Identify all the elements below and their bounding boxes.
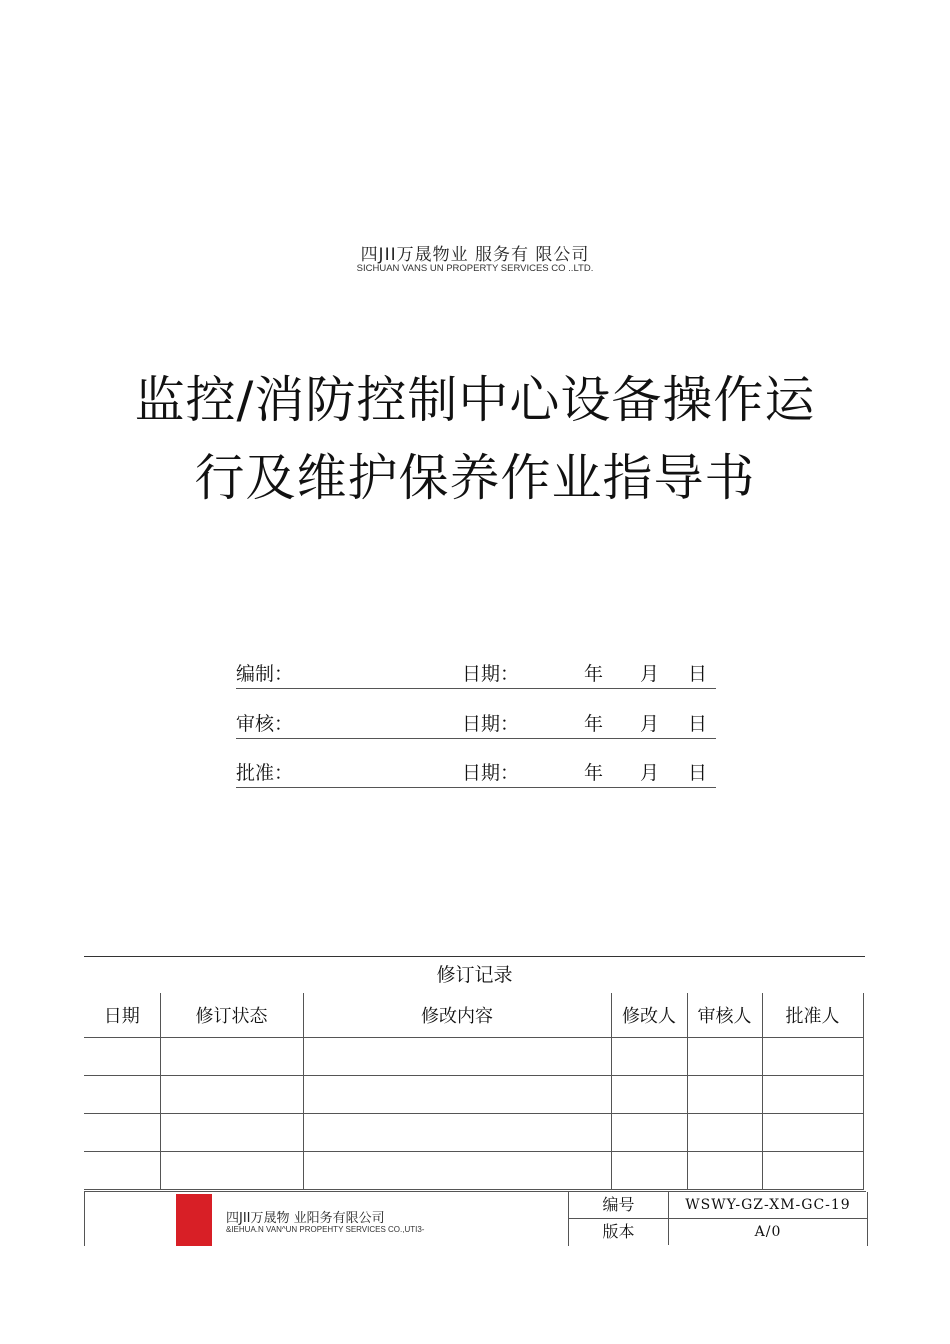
header-modifier: 修改人 bbox=[611, 993, 687, 1038]
revision-table bbox=[84, 993, 864, 1190]
document-meta-grid bbox=[568, 1192, 868, 1246]
document-title-line-2: 行及维护保养作业指导书 bbox=[194, 449, 756, 507]
table-row bbox=[84, 1114, 863, 1152]
table-cell[interactable] bbox=[611, 1076, 687, 1114]
version-value: A/0 bbox=[754, 1224, 782, 1240]
meta-row-version bbox=[569, 1219, 867, 1245]
year-label: 年 bbox=[584, 713, 604, 735]
table-row bbox=[84, 1152, 863, 1190]
date-label: 日期： bbox=[462, 663, 520, 685]
table-cell[interactable] bbox=[160, 1076, 303, 1114]
page-footer bbox=[84, 1191, 866, 1246]
table-cell[interactable] bbox=[611, 1152, 687, 1190]
footer-company-en: &IEHUA.N VAN^UN PROPEHTY SERVICES CO.,UTI3- bbox=[226, 1225, 425, 1234]
revision-header-row bbox=[84, 993, 863, 1038]
day-label: 日 bbox=[688, 663, 708, 685]
signoff-row-review bbox=[236, 710, 716, 739]
footer-left-rule bbox=[84, 1192, 85, 1246]
table-cell[interactable] bbox=[762, 1076, 863, 1114]
table-cell[interactable] bbox=[687, 1076, 762, 1114]
code-value: WSWY-GZ-XM-GC-19 bbox=[685, 1197, 851, 1213]
month-label: 月 bbox=[640, 663, 660, 685]
signoff-row-approve bbox=[236, 759, 716, 788]
company-name-en: SICHUAN VANS UN PROPERTY SERVICES CO ..LTD. bbox=[356, 263, 594, 274]
signoff-label: 批准： bbox=[236, 762, 294, 784]
header-date: 日期 bbox=[84, 993, 160, 1038]
signoff-label: 审核： bbox=[236, 713, 294, 735]
revision-top-rule bbox=[84, 956, 865, 957]
table-cell[interactable] bbox=[84, 1076, 160, 1114]
revision-title: 修订记录 bbox=[436, 964, 513, 986]
header-approver: 批准人 bbox=[762, 993, 863, 1038]
table-cell[interactable] bbox=[303, 1114, 611, 1152]
signoff-row-compile bbox=[236, 660, 716, 689]
signoff-label: 编制： bbox=[236, 663, 294, 685]
date-label: 日期： bbox=[462, 762, 520, 784]
table-cell[interactable] bbox=[762, 1152, 863, 1190]
table-cell[interactable] bbox=[687, 1038, 762, 1076]
table-cell[interactable] bbox=[84, 1038, 160, 1076]
table-cell[interactable] bbox=[303, 1152, 611, 1190]
table-cell[interactable] bbox=[303, 1076, 611, 1114]
table-cell[interactable] bbox=[160, 1114, 303, 1152]
date-label: 日期： bbox=[462, 713, 520, 735]
company-name-cn: 四JII万晟物业 服务有 限公司 bbox=[360, 245, 590, 265]
day-label: 日 bbox=[688, 762, 708, 784]
version-label: 版本 bbox=[569, 1219, 669, 1245]
table-cell[interactable] bbox=[84, 1114, 160, 1152]
month-label: 月 bbox=[640, 762, 660, 784]
table-row bbox=[84, 1076, 863, 1114]
document-title-line-1: 监控/消防控制中心设备操作运 bbox=[134, 371, 816, 429]
day-label: 日 bbox=[688, 713, 708, 735]
table-cell[interactable] bbox=[160, 1038, 303, 1076]
table-cell[interactable] bbox=[611, 1038, 687, 1076]
header-status: 修订状态 bbox=[160, 993, 303, 1038]
footer-company-cn: 四JII万晟物 业阳务有限公司 bbox=[226, 1211, 385, 1226]
table-cell[interactable] bbox=[84, 1152, 160, 1190]
year-label: 年 bbox=[584, 663, 604, 685]
header-reviewer: 审核人 bbox=[687, 993, 762, 1038]
table-cell[interactable] bbox=[303, 1038, 611, 1076]
month-label: 月 bbox=[640, 713, 660, 735]
company-logo-icon bbox=[176, 1194, 212, 1246]
table-cell[interactable] bbox=[160, 1152, 303, 1190]
table-cell[interactable] bbox=[762, 1038, 863, 1076]
meta-row-code bbox=[569, 1192, 867, 1219]
year-label: 年 bbox=[584, 762, 604, 784]
table-row bbox=[84, 1038, 863, 1076]
table-cell[interactable] bbox=[687, 1152, 762, 1190]
table-cell[interactable] bbox=[762, 1114, 863, 1152]
table-cell[interactable] bbox=[611, 1114, 687, 1152]
table-cell[interactable] bbox=[687, 1114, 762, 1152]
header-content: 修改内容 bbox=[303, 993, 611, 1038]
code-label: 编号 bbox=[569, 1192, 669, 1218]
